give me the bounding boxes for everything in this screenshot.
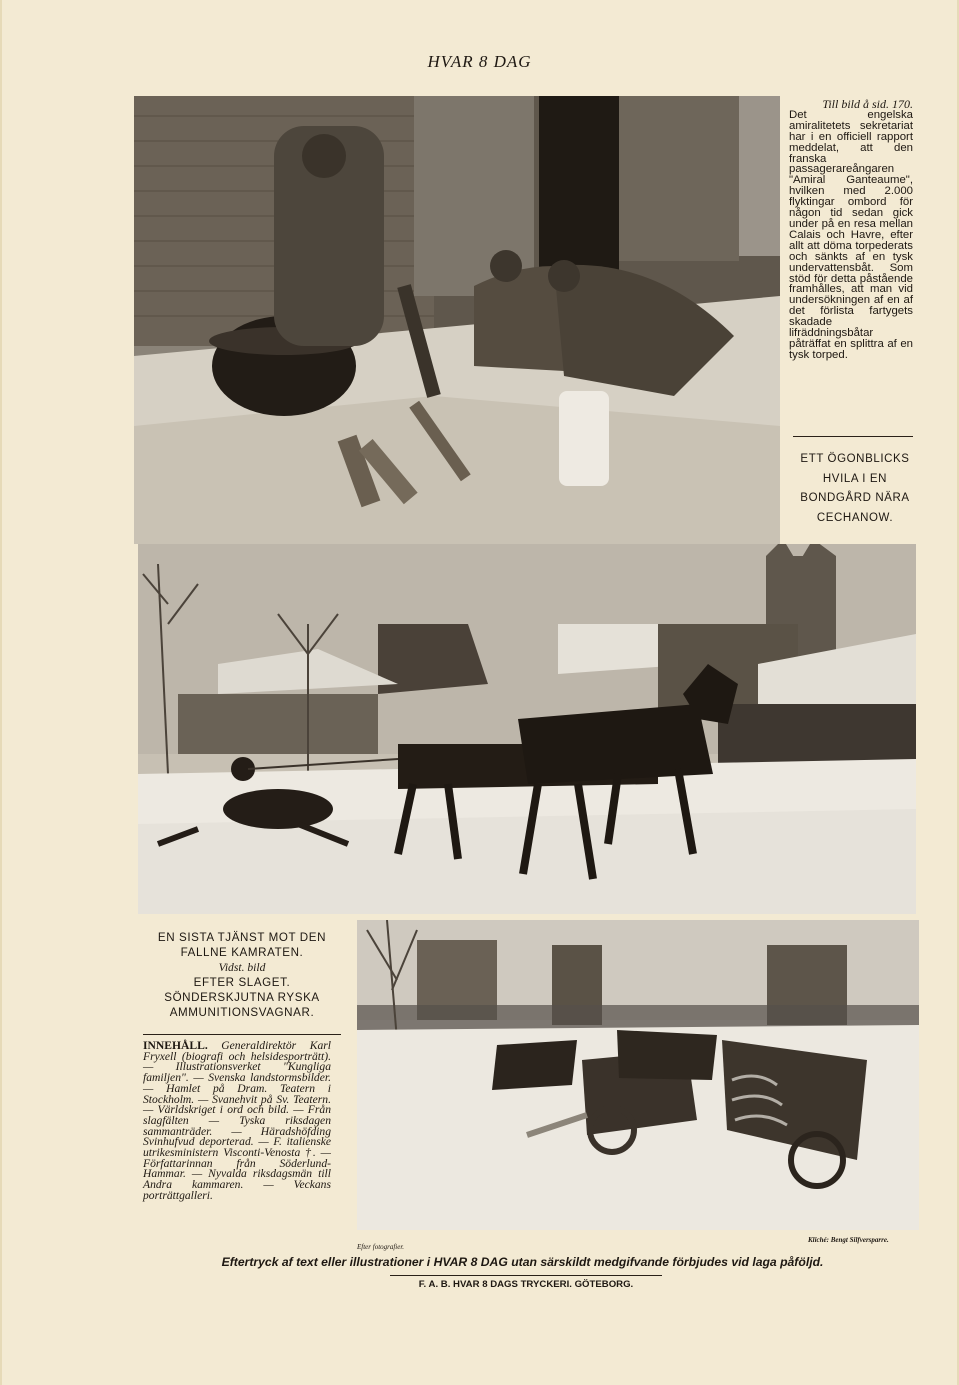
divider bbox=[390, 1275, 662, 1276]
caption-photo-1: ETT ÖGONBLICKS HVILA I EN BONDGÅRD NÄRA CECHANOW. bbox=[800, 453, 910, 524]
caption-photo-2-block bbox=[142, 930, 342, 1020]
side-article-body: Det engelska amiralitetets sekretariat har i en officiell rapport meddelat, att den franska passagerareångaren "Amiral Ganteaume", hvilken med 2.000 flyktingar ombord för någon tid sedan gick under på en resa mellan Calais och Havre, efter allt att döma torpederats och sänkts af en tysk undervattensbåt. Som stöd för detta påstående framhålles, att man vid undersökningen af en af det förlista fartygets skadade lifräddningsbåtar påträffat en splittra af en tysk torped. bbox=[789, 108, 913, 361]
cliche-credit: Kliché: Bengt Silfversparre. bbox=[808, 1236, 889, 1244]
photo-destroyed-wagons bbox=[357, 920, 919, 1230]
contents-box bbox=[143, 1041, 331, 1202]
reprint-notice: Eftertryck af text eller illustrationer i HVAR 8 DAG utan särskildt medgifvande förbjudes vid laga påföljd. bbox=[221, 1255, 824, 1269]
side-article bbox=[789, 99, 913, 361]
caption-photo-2: EN SISTA TJÄNST MOT DEN FALLNE KAMRATEN. bbox=[157, 931, 327, 959]
caption-photo-3: EFTER SLAGET. SÖNDERSKJUTNA RYSKA AMMUNITIONSVAGNAR. bbox=[164, 976, 320, 1019]
photo-credit: Efter fotografier. bbox=[357, 1243, 405, 1251]
side-article-reference: Till bild å sid. 170. bbox=[822, 97, 913, 111]
contents-text: Generaldirektör Karl Fryxell (biografi och helsidesporträtt). — Illustrationsverket "Kungliga familjen". — Svenska landstormsbilder. — Hamlet på Dram. Teatern i Stockholm. — Svanehvit på Sv. Teatern. — Världskriget i ord och bild. — Från slagfälten — Tyska riksdagen sammanträder. — Häradshöfding Svinhufvud deporterad. — F. italienske utrikesministern Visconti-Venosta †. — Författarinnan från Söderlund-Hammar. — Nyvalda riksdagsmän till Andra kammaren. — Veckans porträttgalleri. bbox=[143, 1039, 331, 1202]
caption-photo-3-reference: Vidst. bild bbox=[218, 961, 266, 974]
contents-heading: INNEHÅLL. bbox=[143, 1039, 208, 1052]
divider bbox=[143, 1034, 341, 1035]
divider bbox=[793, 436, 913, 437]
photo-horses-in-snow bbox=[138, 544, 916, 914]
photo-soldiers-resting bbox=[134, 96, 780, 544]
printer-imprint: F. A. B. HVAR 8 DAGS TRYCKERI. GÖTEBORG. bbox=[418, 1279, 634, 1290]
masthead-title: HVAR 8 DAG bbox=[427, 52, 532, 71]
